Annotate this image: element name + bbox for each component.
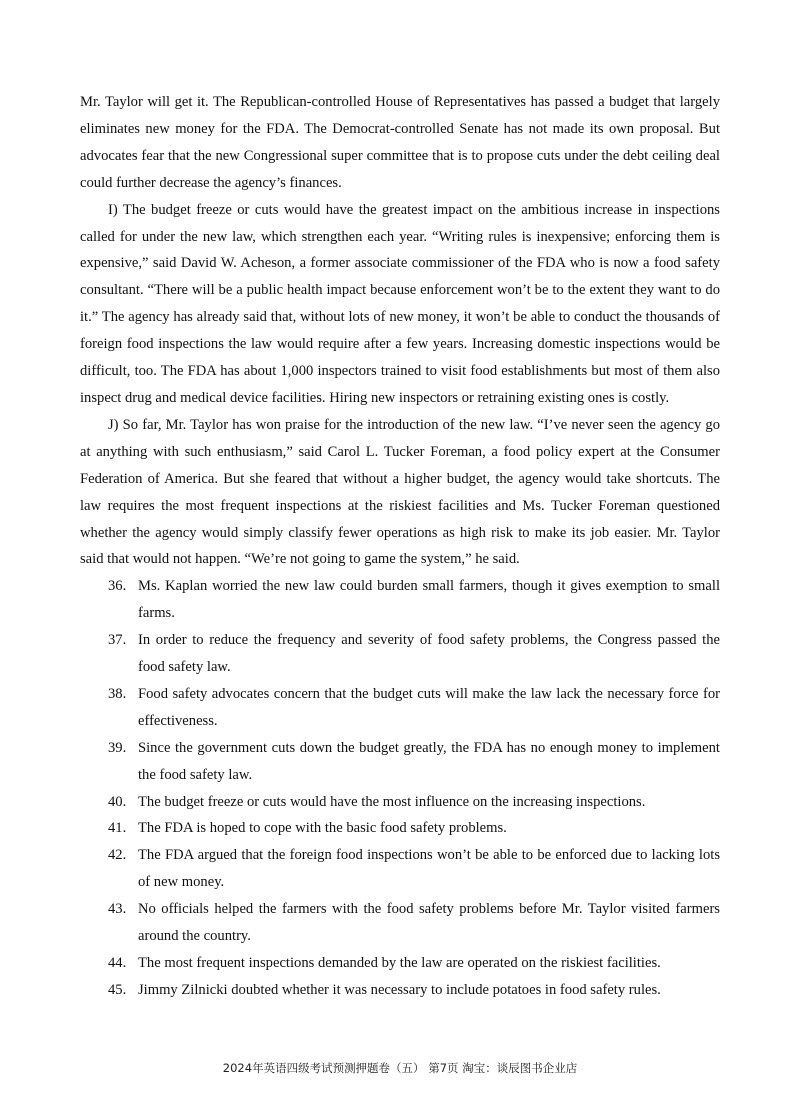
question-number: 41. (108, 820, 127, 837)
question-text: In order to reduce the frequency and severity of food safety problems, the Congress passed the food safety law. (138, 632, 720, 676)
question-text: The FDA is hoped to cope with the basic food safety problems. (138, 820, 507, 837)
paragraph-i: I) The budget freeze or cuts would have the greatest impact on the ambitious increase in inspections called for under the new law, which strengthen each year. “Writing rules is inexpensive; enforcing them is expensive,” said David W. Acheson, a former associate commissioner of the FDA who is now a food safety consultant. “There will be a public health impact because enforcement won’t be to the extent they want to do it.” The agency has already said that, without lots of new money, it won’t be able to conduct the thousands of foreign food inspections the law would require after a few years. Increasing domestic inspections would be difficult, too. The FDA has about 1,000 inspectors trained to visit food establishments but most of them also inspect drug and medical device facilities. Hiring new inspectors or retraining existing ones is costly. (80, 201, 720, 406)
question-item (80, 815, 720, 842)
page-footer: 2024年英语四级考试预测押题卷（五） 第7页 淘宝：谈辰图书企业店 (222, 1061, 578, 1075)
paragraph-j: J) So far, Mr. Taylor has won praise for the introduction of the new law. “I’ve never seen the agency go at anything with such enthusiasm,” said Carol L. Tucker Foreman, a food policy expert at the Consumer Federation of America. But she feared that without a higher budget, the agency would take shortcuts. The law requires the most frequent inspections at the riskiest facilities and Ms. Tucker Foreman questioned whether the agency would simply classify fewer operations as high risk to make its job easier. Mr. Taylor said that would not happen. “We’re not going to game the system,” he said. (80, 416, 720, 568)
question-text: No officials helped the farmers with the food safety problems before Mr. Taylor visited farmers around the country. (138, 901, 720, 945)
question-number: 38. (108, 685, 127, 702)
question-item (80, 896, 720, 950)
question-number: 37. (108, 632, 127, 649)
question-item (80, 627, 720, 681)
question-text: The FDA argued that the foreign food inspections won’t be able to be enforced due to lacking lots of new money. (138, 847, 720, 891)
question-number: 45. (108, 981, 127, 998)
question-item (80, 789, 720, 816)
question-number: 39. (108, 739, 127, 756)
question-item (80, 950, 720, 977)
question-item (80, 573, 720, 627)
question-item (80, 842, 720, 896)
question-text: Since the government cuts down the budget greatly, the FDA has no enough money to implement the food safety law. (138, 739, 720, 783)
question-item (80, 681, 720, 735)
question-number: 43. (108, 901, 127, 918)
question-text: Food safety advocates concern that the budget cuts will make the law lack the necessary force for effectiveness. (138, 685, 720, 729)
question-text: The budget freeze or cuts would have the most influence on the increasing inspections. (138, 793, 646, 810)
document-page (80, 89, 720, 1004)
question-number: 36. (108, 578, 127, 595)
question-item (80, 735, 720, 789)
question-number: 40. (108, 793, 127, 810)
question-list (80, 573, 720, 1004)
question-text: Ms. Kaplan worried the new law could burden small farmers, though it gives exemption to small farms. (138, 578, 720, 622)
question-text: The most frequent inspections demanded by the law are operated on the riskiest facilities. (138, 955, 661, 971)
passage-continuation: Mr. Taylor will get it. The Republican-controlled House of Representatives has passed a budget that largely eliminates new money for the FDA. The Democrat-controlled Senate has not made its own proposal. But advocates fear that the new Congressional super committee that is to propose cuts under the debt ceiling deal could further decrease the agency’s finances. (80, 94, 720, 191)
question-item (80, 977, 720, 1004)
question-text: Jimmy Zilnicki doubted whether it was necessary to include potatoes in food safety rules. (138, 981, 661, 998)
question-number: 44. (108, 955, 127, 971)
question-number: 42. (108, 847, 127, 864)
